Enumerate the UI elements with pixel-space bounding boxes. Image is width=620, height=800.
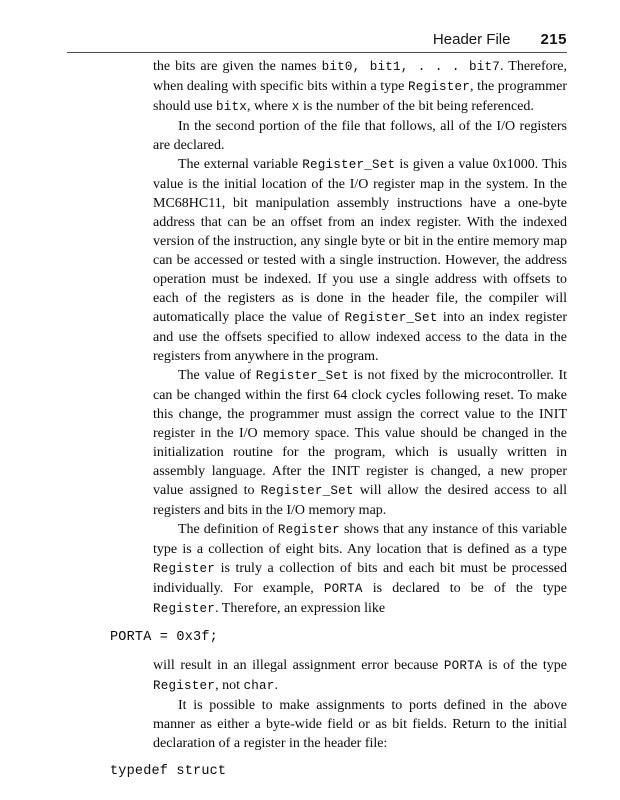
text-run: is truly a collection of bits and each bit must be processed individually. For example, <box>153 561 567 596</box>
text-run: shows that any instance of this variable type is a collection of eight bits. Any location that is defined as a type <box>153 522 567 557</box>
paragraph <box>153 520 567 619</box>
header-rule <box>67 52 567 53</box>
text-run: The external variable <box>178 157 303 172</box>
inline-code: Register <box>153 602 216 616</box>
inline-code: PORTA <box>323 582 363 596</box>
inline-code: x <box>291 100 300 114</box>
inline-code: Register <box>277 523 340 537</box>
code-line: typedef struct <box>110 764 227 779</box>
paragraph <box>153 155 567 366</box>
text-run: is not fixed by the microcontroller. It can be changed within the first 64 clock cycles following reset. To make this change, the programmer must assign the correct value to the INIT register in the I/O memory space. This value should be changed in the initialization routine for the program, which is usually written in assembly language. After the INIT register is changed, a new proper value assigned to <box>153 368 568 498</box>
inline-code: bitx <box>216 100 248 114</box>
inline-code: Register <box>153 562 216 576</box>
text-run: , not <box>215 678 244 693</box>
page-number: 215 <box>540 31 567 48</box>
inline-code: char <box>243 679 275 693</box>
text-run: is the number of the bit being referenced. <box>299 99 534 114</box>
inline-code: Register_Set <box>344 311 438 325</box>
inline-code: Register <box>153 679 216 693</box>
text-run: is of the type <box>482 658 567 673</box>
inline-code: Register_Set <box>260 484 354 498</box>
text-run: . Therefore, an expression like <box>215 601 386 616</box>
text-run: will allow the desired access to all registers and bits in the I/O memory map. <box>153 483 568 518</box>
text-run: . Therefore, when dealing with specific bits within a type <box>153 59 567 94</box>
text-run: . <box>274 678 278 693</box>
text-run: It is possible to make assignments to ports defined in the above manner as either a byte-wide field or as bit fields. Return to the initial declaration of a register in the header file: <box>153 698 567 751</box>
text-run: The value of <box>178 368 256 383</box>
text-run: is given a value 0x1000. This value is the initial location of the I/O register map in the system. In the MC68HC11, bit manipulation assembly instructions have a one-byte address that can be an offset from an index register. With the indexed version of the instruction, any single byte or bit in the entire memory map can be accessed or tested with a single instruction. However, the address operation must be indexed. If you use a single address with offsets to each of the registers as is done in the header file, the compiler will automatically place the value of <box>153 157 567 325</box>
paragraph <box>153 117 567 155</box>
text-run: into an index register and use the offsets specified to allow indexed access to the data in the registers from anywhere in the program. <box>153 310 567 364</box>
text-run: , where <box>247 99 292 114</box>
inline-code: PORTA <box>443 659 483 673</box>
page-body <box>110 57 568 790</box>
code-line: PORTA = 0x3f; <box>110 630 218 645</box>
inline-code: Register <box>407 80 471 94</box>
running-head-title: Header File <box>432 31 511 48</box>
paragraph <box>153 366 567 520</box>
text-run: the bits are given the names <box>153 59 322 74</box>
inline-code: Register_Set <box>302 158 396 172</box>
inline-code: bit0, bit1, . . . bit7 <box>321 60 501 74</box>
running-head <box>433 31 567 48</box>
text-run: will result in an illegal assignment error because <box>153 658 444 673</box>
text-run: is declared to be of the type <box>362 581 568 596</box>
text-run: , the programmer should use <box>153 79 567 114</box>
inline-code: Register_Set <box>255 369 349 383</box>
paragraph <box>153 57 567 117</box>
text-run: The definition of <box>178 522 278 537</box>
paragraph <box>153 696 567 753</box>
paragraph <box>153 656 567 696</box>
text-run: In the second portion of the file that follows, all of the I/O registers are declared. <box>153 119 567 153</box>
